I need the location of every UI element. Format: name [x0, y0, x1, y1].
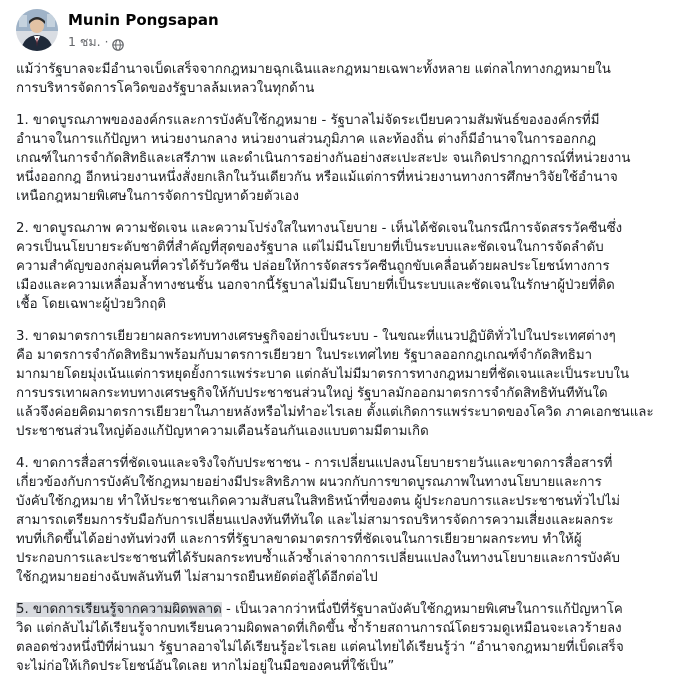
avatar-image: [16, 9, 58, 51]
highlighted-text: 5. ขาดการเรียนรู้จากความผิดพลาด: [16, 602, 222, 617]
post-time[interactable]: 1 ชม.: [68, 34, 101, 49]
post-paragraph-4: 4. ขาดการสื่อสารที่ชัดเจนและจริงใจกับประชาชน - การเปลี่ยนแปลงนโยบายรายวันและขาดการสื่อสารที่ เกี่ยวข้องกับการบังคับใช้กฎหมายอย่างมีประสิทธิภาพ ผนวกกับการขาดบูรณภาพในทางนโยบายและการ บังคับใช้กฎหมาย ทำให้ประชาชนเกิดความสับสนในสิทธิหน้าที่ของตน ผู้ประกอบการและประชาชนทั่วไปไม่ สามารถเตรียมการรับมือกับการเปลี่ยนแปลงทันทีทันใด และไม่สามารถบริหารจัดการความเสี่ยงและผลกระ ทบที่เกิดขึ้นได้อย่างทันท่วงที และการที่รัฐบาลขาดมาตรการที่ชัดเจนในการเยียวยาผลกระทบ ทำให้ผู้ ประกอบการและประชาชนที่ได้รับผลกระทบซ้ำแล้วซ้ำเล่าจากการเปลี่ยนแปลงในทางนโยบายและการบังคับ ใช้กฎหมายอย่างฉับพลันทันที ไม่สามารถยืนหยัดต่อสู้ได้อีกต่อไป: [16, 456, 621, 585]
post-paragraph-5-body: - เป็นเวลากว่าหนึ่งปีที่รัฐบาลบังคับใช้กฎหมายพิเศษในการแก้ปัญหาโค วิด แต่กลับไม่ได้เรียนรู้จากบทเรียนความผิดพลาดที่เกิดขึ้น ซ้ำร้ายสถานการณ์โดยรวมดูเหมือนจะเลวร้ายลง ตลอดช่วงหนึ่งปีที่ผ่านมา รัฐบาลอาจไม่ได้เรียนรู้อะไรเลย แต่คนไทยได้เรียนรู้ว่า “อำนาจกฎหมายที่เบ็ดเสร็จ จะไม่ก่อให้เกิดประโยชน์อันใดเลย หากไม่อยู่ในมือของคนที่ใช้เป็น”: [16, 602, 624, 674]
globe-icon[interactable]: [112, 36, 124, 48]
post-meta: [68, 33, 124, 51]
post-paragraph-5: [16, 600, 664, 676]
post-paragraph-3: 3. ขาดมาตรการเยียวยาผลกระทบทางเศรษฐกิจอย่างเป็นระบบ - ในขณะที่แนวปฏิบัติทั่วไปในประเทศต่างๆ คือ มาตรการจำกัดสิทธิมาพร้อมกับมาตรการเยียวยา ในประเทศไทย รัฐบาลออกกฎเกณฑ์จำกัดสิทธิมา มากมายโดยมุ่งเน้นแต่การหยุดยั้งการแพร่ระบาด แต่กลับไม่มีมาตรการทางกฎหมายที่ชัดเจนและเป็นระบบใน การบรรเทาผลกระทบทางเศรษฐกิจให้กับประชาชนส่วนใหญ่ รัฐบาลมักออกมาตรการจำกัดสิทธิทันทีทันใด แล้วจึงค่อยคิดมาตรการเยียวยาในภายหลังหรือไม่ทำอะไรเลย ตั้งแต่เกิดการแพร่ระบาดของโควิด ภาคเอกชนและ ประชาชนส่วนใหญ่ต้องแก้ปัญหาความเดือนร้อนกันเองแบบตามมีตามเกิด: [16, 329, 654, 439]
author-name[interactable]: Munin Pongsapan: [68, 11, 219, 29]
avatar[interactable]: [16, 9, 58, 51]
post-paragraph-2: 2. ขาดบูรณภาพ ความชัดเจน และความโปร่งใสในทางนโยบาย - เห็นได้ชัดเจนในกรณีการจัดสรรวัคซีนซึ่ง ควรเป็นนโยบายระดับชาติที่สำคัญที่สุดของรัฐบาล แต่ไม่มีนโยบายที่เป็นระบบและชัดเจนในการจัดลำดับ ความสำคัญของกลุ่มคนที่ควรได้รับวัคซีน ปล่อยให้การจัดสรรวัคซีนถูกขับเคลื่อนด้วยผลประโยชน์ทางการ เมืองและความเหลื่อมล้ำทางชนชั้น นอกจากนี้รัฐบาลไม่มีนโยบายที่เป็นระบบและชัดเจนในรักษาผู้ป่วยที่ติด เชื้อ โดยเฉพาะผู้ป่วยวิกฤติ: [16, 221, 623, 312]
meta-separator: ·: [104, 35, 109, 49]
post-paragraph-intro: แม้ว่ารัฐบาลจะมีอำนาจเบ็ดเสร็จจากกฎหมายฉุกเฉินและกฎหมายเฉพาะทั้งหลาย แต่กลไกทางกฎหมายใน การบริหารจัดการโควิดของรัฐบาลล้มเหลวในทุกด้าน: [16, 62, 611, 96]
post-body: [16, 60, 664, 689]
post-header: [16, 9, 656, 53]
post-paragraph-1: 1. ขาดบูรณภาพขององค์กรและการบังคับใช้กฎหมาย - รัฐบาลไม่จัดระเบียบความสัมพันธ์ขององค์กรที่มี อำนาจในการแก้ปัญหา หน่วยงานกลาง หน่วยงานส่วนภูมิภาค และท้องถิ่น ต่างก็มีอำนาจในการออกกฎ เกณฑ์ในการจำกัดสิทธิและเสรีภาพ และดำเนินการอย่างกันอย่างสะเปะสะปะ จนเกิดปรากฏการณ์ที่หน่วยงาน หนึ่งออกกฎ อีกหน่วยงานหนึ่งสั่งยกเลิกในวันเดียวกัน หรือแม้แต่การที่หน่วยงานทางการศึกษาวิจัยใช้อำนาจ เหนือกฎหมายพิเศษในการจัดการปัญหาด้วยตัวเอง: [16, 113, 631, 204]
